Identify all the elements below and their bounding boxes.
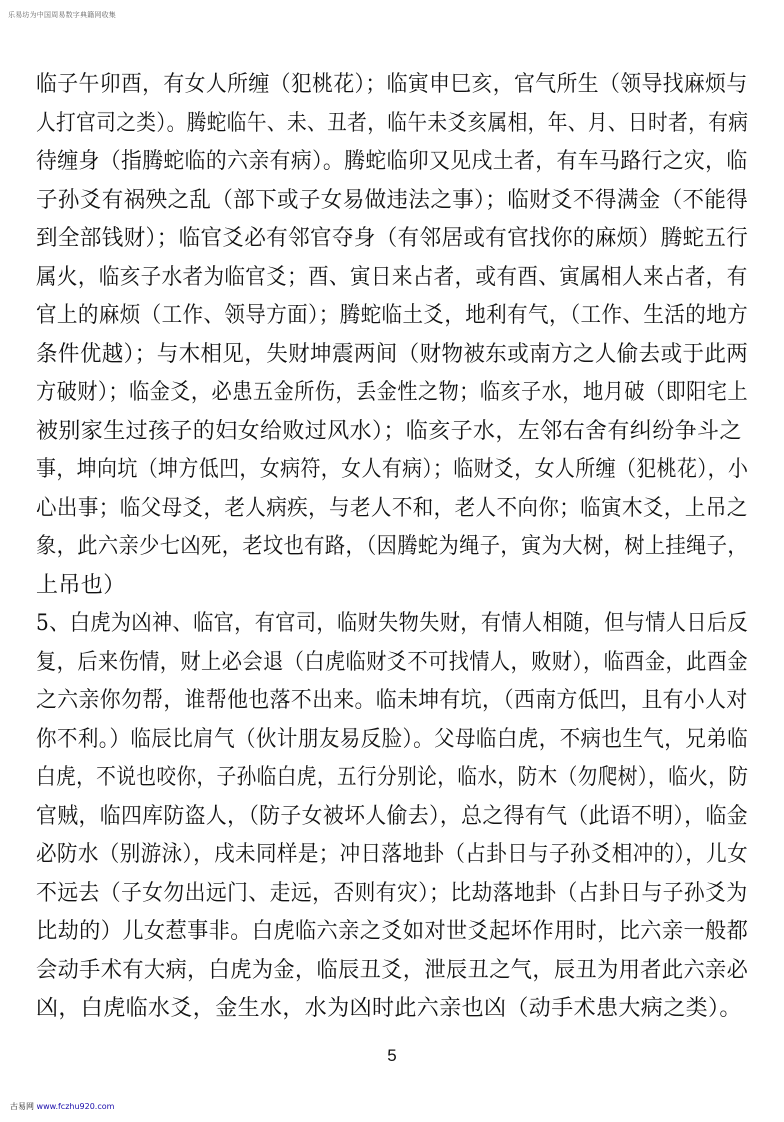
text-line: 临子午卯酉，有女人所缠（犯桃花）；临寅申巳亥，官气所生（领导找麻烦与 <box>36 72 748 97</box>
text-line: 事，坤向坑（坤方低凹，女病符，女人有病）；临财爻，女人所缠（犯桃花），小 <box>36 457 749 482</box>
text-line: 被别家生过孩子的妇女给败过风水）；临亥子水，左邻右舍有纠纷争斗之 <box>36 418 742 444</box>
text-line: 条件优越）；与木相见，失财坤震两间（财物被东或南方之人偷去或于此两 <box>36 341 749 367</box>
text-line: 之六亲你勿帮，谁帮他也落不出来。临未坤有坑，（西南方低凹，且有小人对 <box>36 688 748 713</box>
header-note: 乐易坊为中国周易数字典籍网收集 <box>8 11 116 19</box>
text-line: 官上的麻烦（工作、领导方面）；腾蛇临土爻，地利有气，（工作、生活的地方 <box>36 303 749 328</box>
text-line: 必防水（别游泳），戌未同样是；冲日落地卦（占卦日与子孙爻相冲的），儿女 <box>36 842 749 867</box>
text-line: 人打官司之类）。腾蛇临午、未、丑者，临午未爻亥属相，年、月、日时者，有病 <box>36 110 749 136</box>
text-line: 5、白虎为凶神、临官，有官司，临财失物失财，有情人相随，但与情人日后反 <box>36 611 748 636</box>
text-line: 待缠身（指腾蛇临的六亲有病）。腾蛇临卯又见戌土者，有车马路行之灾，临 <box>36 149 748 174</box>
text-line: 你不利。）临辰比肩气（伙计朋友易反脸）。父母临白虎，不病也生气，兄弟临 <box>36 726 749 752</box>
text-line: 比劫的）儿女惹事非。白虎临六亲之爻如对世爻起坏作用时，比六亲一般都 <box>36 919 749 944</box>
footer-label: 古易网 <box>10 1102 34 1111</box>
text-line: 子孙爻有祸殃之乱（部下或子女易做违法之事）；临财爻不得满金（不能得 <box>36 187 749 213</box>
footer <box>10 1101 114 1112</box>
text-line: 不远去（子女勿出远门、走远，否则有灾）；比劫落地卦（占卦日与子孙爻为 <box>36 880 748 906</box>
text-line: 官贼，临四库防盗人，（防子女被坏人偷去），总之得有气（此语不明），临金 <box>36 803 749 829</box>
page-body <box>36 66 748 1029</box>
page-number: 5 <box>387 1046 397 1065</box>
text-line: 属火，临亥子水者为临官爻；酉、寅日来占者，或有酉、寅属相人来占者，有 <box>36 264 748 290</box>
text-line: 象，此六亲少七凶死，老坟也有路，（因腾蛇为绳子，寅为大树，树上挂绳子， <box>36 534 749 559</box>
text-line: 会动手术有大病，白虎为金，临辰丑爻，泄辰丑之气，辰丑为用者此六亲必 <box>36 957 749 983</box>
text-line: 复，后来伤情，财上必会退（白虎临财爻不可找情人，败财），临酉金，此酉金 <box>36 649 749 675</box>
text-line: 心出事；临父母爻，老人病疾，与老人不和，老人不向你；临寅木爻，上吊之 <box>36 495 748 521</box>
text-line: 白虎，不说也咬你，子孙临白虎，五行分别论，临水，防木（勿爬树），临火，防 <box>36 765 749 790</box>
text-line: 凶，白虎临水爻，金生水，水为凶时此六亲也凶（动手术患大病之类）。 <box>36 996 742 1021</box>
text-line: 方破财）；临金爻，必患五金所伤，丢金性之物；临亥子水，地月破（即阳宅上 <box>36 380 749 405</box>
footer-site-link[interactable]: www.fczhu920.com <box>36 1102 115 1111</box>
text-line: 上吊也） <box>36 572 126 598</box>
text-line: 到全部钱财）；临官爻必有邻官夺身（有邻居或有官找你的麻烦）腾蛇五行 <box>36 226 749 251</box>
